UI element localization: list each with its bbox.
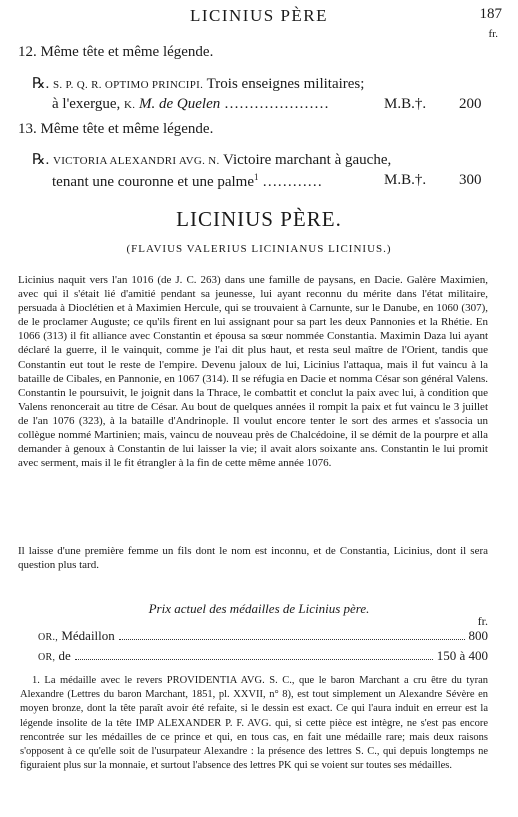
- exergue-text: à l'exergue,: [52, 96, 124, 112]
- price-row-gold: [38, 648, 488, 664]
- footnote-text: La médaille avec le revers PROVIDENTIA AVG. S. C., que le baron Marchant a cru être du tyran Alexandre (Lettres du baron Marchant, 1851, pl. XXVII, n° 8), est tout simplement un Alexandre Sévère en moyen bronze, dont la tête paraît avoir été refaite, si le dessin est exact. Ce qui l'aura induit en erreur est la légende insolite de la tête IMP ALEXANDER P. F. AVG. qui, si cette pièce est intègre, ne s'est pas encore rencontrée sur les médailles de ce prince et qui, en tous cas, en fait une médaille rare; mais deux raisons s'opposent à ce qu'elle soit de l'usurpateur Alexandre : la présence des lettres S. C., qui depuis longtemps ne figuraient plus sur la monnaie, et surtout l'absence des lettres PK qui se voient sur toutes ses médailles.: [20, 675, 489, 772]
- running-title: LICINIUS PÈRE: [189, 6, 329, 25]
- leader-dots: …………: [262, 174, 323, 190]
- price-row-medallion: [38, 628, 488, 644]
- reverse-legend: VICTORIA ALEXANDRI AVG. N.: [52, 155, 220, 167]
- biography-paragraph: Licinius naquit vers l'an 1016 (de J. C. 263) dans une famille de paysans, en Dacie. Galère Maximien, avec qui il s'était lié d'amitié pendant sa jeunesse, lui ayant reconnu du mérite dans l'état militaire, persuada à Dioclétien et à Maximien Hercule, qui se trouvaient à Carnunte, sur le Danube, en 1060 (307), de le proclamer Auguste; ce qu'ils firent en lui assignant pour sa part les deux Pannonies et la Rhétie. En 1066 (313) il fit alliance avec Constantin et épousa sa sœur nommée Constantia. Maximin Daza lui ayant déclaré la guerre, il le vainquit, comme je l'ai dit plus haut, et resta seul maître de l'Orient, tandis que Constantin eut tout le reste de l'empire. Devenu jaloux de lui, Licinius l'attaqua, mais il fut vaincu à la bataille de Cibales, en Pannonie, en 1067 (314). Il se réfugia en Dacie et nomma César son général Valens. Constantin le poursuivit, le joignit dans la Thrace, le combattit et conclut la paix avec lui, à condition que Valens renoncerait au titre de César. Au bout de quelques années il rompit la paix et fut vaincu le 3 juillet de l'an 1076 (323), à la bataille d'Andrinople. Il voulut encore tenter le sort des armes et s'associa un collègue nommé Martinien; mais, vaincu de nouveau près de Chalcédoine, il se démit de la pourpre et alla demander à genoux à Constantin de lui laisser la vie; il avait alors soixante ans. Constantin le lui promit avec serment, mais il le fit étrangler à la fin de cette même année 1076.: [18, 274, 488, 470]
- price-label: de: [58, 648, 71, 663]
- reverse-description: Trois enseignes militaires;: [206, 76, 365, 92]
- price-value: 800: [468, 628, 488, 643]
- entry-13: [18, 121, 213, 138]
- entry-text: Même tête et même légende.: [40, 121, 214, 137]
- collector-name: M. de Quelen: [139, 96, 221, 112]
- entry-13-reverse-line1: [32, 150, 391, 169]
- reverse-legend: S. P. Q. R. OPTIMO PRINCIPI.: [52, 79, 204, 91]
- leader-dots: [119, 639, 465, 640]
- reverse-description: Victoire marchant à gauche,: [223, 152, 392, 168]
- entry-12-reverse-line1: [32, 74, 364, 93]
- entry-12-price: 200: [459, 96, 482, 112]
- footnote-marker: 1.: [32, 675, 40, 686]
- exergue-letter: K.: [123, 99, 136, 111]
- section-subtitle: (FLAVIUS VALERIUS LICINIANUS LICINIUS.): [126, 243, 392, 255]
- corner-unit-note: fr.: [488, 28, 498, 40]
- price-metal: OR.,: [38, 632, 59, 643]
- footnote: [20, 674, 488, 773]
- entry-12-grade: M.B.†.: [384, 96, 427, 112]
- entry-text: Même tête et même légende.: [40, 44, 214, 60]
- entry-12-reverse-line2: [52, 96, 329, 113]
- closing-paragraph: Il laisse d'une première femme un fils dont le nom est inconnu, et de Constantia, Licinius, dont il sera question plus tard.: [18, 545, 488, 572]
- price-value: 150 à 400: [436, 648, 488, 663]
- leader-dots: [75, 659, 433, 660]
- reverse-marker: ℞.: [32, 76, 50, 92]
- price-unit: fr.: [477, 614, 488, 628]
- reverse-continuation: tenant une couronne et une palme: [52, 174, 255, 190]
- footnote-ref: 1: [254, 172, 259, 182]
- entry-13-grade: M.B.†.: [384, 172, 427, 188]
- entry-number: 12.: [18, 44, 37, 60]
- price-metal: OR,: [38, 652, 56, 663]
- page-number: 187: [479, 6, 502, 22]
- reverse-marker: ℞.: [32, 152, 50, 168]
- entry-13-price: 300: [459, 172, 482, 188]
- price-label: Médaillon: [61, 628, 115, 643]
- section-title: LICINIUS PÈRE.: [176, 207, 342, 231]
- entry-number: 13.: [18, 121, 37, 137]
- entry-12: [18, 44, 213, 61]
- leader-dots: …………………: [224, 96, 329, 112]
- price-list-title: Prix actuel des médailles de Licinius père.: [148, 601, 370, 616]
- entry-13-reverse-line2: [52, 172, 322, 191]
